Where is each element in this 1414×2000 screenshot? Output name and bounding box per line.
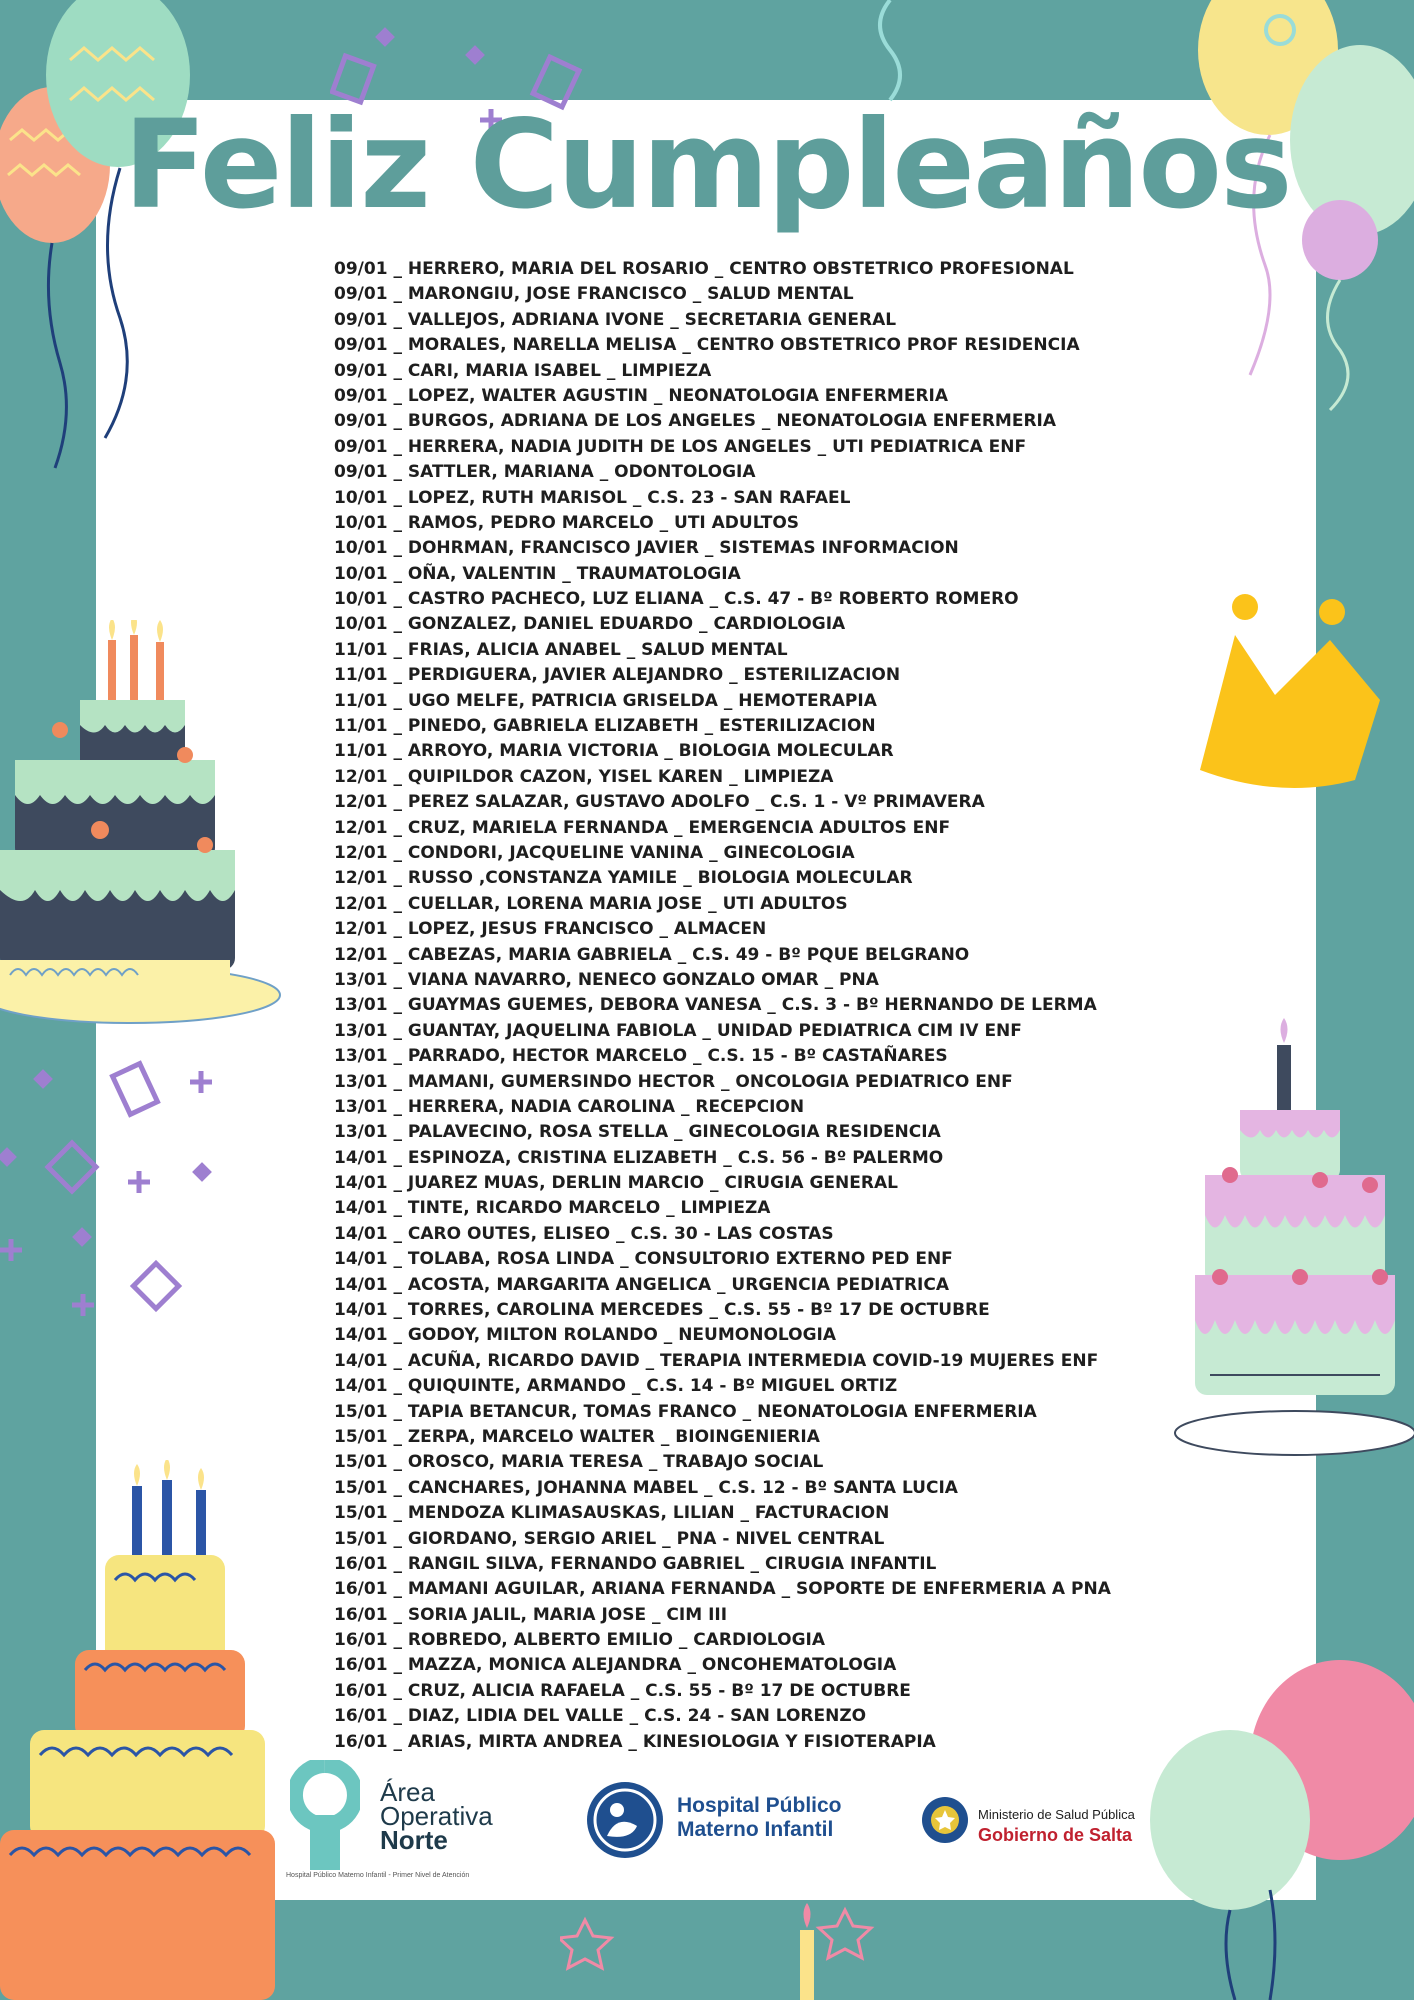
birthday-entry: 11/01 _ PINEDO, GABRIELA ELIZABETH _ ESTERILIZACION [334,716,876,737]
hospital-line-1: Hospital Público [677,1794,842,1817]
birthday-entry: 14/01 _ TINTE, RICARDO MARCELO _ LIMPIEZA [334,1198,771,1219]
birthday-entry: 15/01 _ OROSCO, MARIA TERESA _ TRABAJO SOCIAL [334,1452,824,1473]
birthday-entry: 11/01 _ ARROYO, MARIA VICTORIA _ BIOLOGIA MOLECULAR [334,741,894,762]
birthday-entry: 12/01 _ LOPEZ, JESUS FRANCISCO _ ALMACEN [334,919,767,940]
birthday-entry: 09/01 _ MARONGIU, JOSE FRANCISCO _ SALUD MENTAL [334,284,854,305]
birthday-entry: 15/01 _ MENDOZA KLIMASAUSKAS, LILIAN _ FACTURACION [334,1503,890,1524]
birthday-entry: 14/01 _ ACUÑA, RICARDO DAVID _ TERAPIA INTERMEDIA COVID-19 MUJERES ENF [334,1350,1099,1371]
birthday-entry: 10/01 _ LOPEZ, RUTH MARISOL _ C.S. 23 - SAN RAFAEL [334,487,851,508]
birthday-entry: 10/01 _ OÑA, VALENTIN _ TRAUMATOLOGIA [334,563,741,584]
cake-bottom-left-icon [0,1460,300,2000]
birthday-entry: 09/01 _ MORALES, NARELLA MELISA _ CENTRO OBSTETRICO PROF RESIDENCIA [334,335,1080,356]
birthday-entry: 10/01 _ GONZALEZ, DANIEL EDUARDO _ CARDIOLOGIA [334,614,846,635]
birthday-list [334,257,1194,1755]
area-operativa-norte-text [380,1777,493,1855]
birthday-entry: 12/01 _ QUIPILDOR CAZON, YISEL KAREN _ LIMPIEZA [334,766,834,787]
hospital-emblem-icon [585,1780,665,1860]
birthday-entry: 14/01 _ JUAREZ MUAS, DERLIN MARCIO _ CIRUGIA GENERAL [334,1173,898,1194]
birthday-entry: 14/01 _ GODOY, MILTON ROLANDO _ NEUMONOLOGIA [334,1325,837,1346]
area-line-2: Operativa [380,1801,493,1831]
ministry-line-2: Gobierno de Salta [978,1825,1133,1845]
cake-right-icon [1170,1015,1414,1465]
birthday-entry: 13/01 _ VIANA NAVARRO, NENECO GONZALO OMAR _ PNA [334,969,879,990]
birthday-entry: 12/01 _ CUELLAR, LORENA MARIA JOSE _ UTI ADULTOS [334,893,848,914]
birthday-entry: 16/01 _ ROBREDO, ALBERTO EMILIO _ CARDIOLOGIA [334,1630,826,1651]
birthday-entry: 15/01 _ ZERPA, MARCELO WALTER _ BIOINGENIERIA [334,1426,820,1447]
birthday-entry: 13/01 _ GUAYMAS GUEMES, DEBORA VANESA _ C.S. 3 - Bº HERNANDO DE LERMA [334,995,1097,1016]
birthday-entry: 16/01 _ RANGIL SILVA, FERNANDO GABRIEL _ CIRUGIA INFANTIL [334,1553,937,1574]
hospital-line-2: Materno Infantil [677,1818,834,1841]
birthday-entry: 11/01 _ FRIAS, ALICIA ANABEL _ SALUD MENTAL [334,639,788,660]
crown-icon [1180,580,1400,820]
ministry-line-1: Ministerio de Salud Pública [978,1807,1135,1822]
birthday-entry: 12/01 _ RUSSO ,CONSTANZA YAMILE _ BIOLOGIA MOLECULAR [334,868,913,889]
birthday-entry: 09/01 _ CARI, MARIA ISABEL _ LIMPIEZA [334,360,712,381]
birthday-entry: 09/01 _ LOPEZ, WALTER AGUSTIN _ NEONATOLOGIA ENFERMERIA [334,385,949,406]
birthday-entry: 09/01 _ BURGOS, ADRIANA DE LOS ANGELES _ NEONATOLOGIA ENFERMERIA [334,411,1057,432]
birthday-entry: 15/01 _ TAPIA BETANCUR, TOMAS FRANCO _ NEONATOLOGIA ENFERMERIA [334,1401,1037,1422]
birthday-entry: 14/01 _ ACOSTA, MARGARITA ANGELICA _ URGENCIA PEDIATRICA [334,1274,949,1295]
page-title: Feliz Cumpleaños [123,94,1291,236]
birthday-entry: 12/01 _ CONDORI, JACQUELINE VANINA _ GINECOLOGIA [334,842,855,863]
birthday-entry: 11/01 _ PERDIGUERA, JAVIER ALEJANDRO _ ESTERILIZACION [334,665,901,686]
birthday-entry: 10/01 _ RAMOS, PEDRO MARCELO _ UTI ADULTOS [334,512,800,533]
birthday-entry: 15/01 _ CANCHARES, JOHANNA MABEL _ C.S. 12 - Bº SANTA LUCIA [334,1477,958,1498]
hospital-text [677,1794,842,1842]
birthday-entry: 12/01 _ CRUZ, MARIELA FERNANDA _ EMERGENCIA ADULTOS ENF [334,817,951,838]
birthday-entry: 14/01 _ ESPINOZA, CRISTINA ELIZABETH _ C.S. 56 - Bº PALERMO [334,1147,944,1168]
cake-left-icon [0,620,290,1040]
birthday-entry: 14/01 _ TOLABA, ROSA LINDA _ CONSULTORIO EXTERNO PED ENF [334,1249,953,1270]
birthday-entry: 16/01 _ CRUZ, ALICIA RAFAELA _ C.S. 55 - Bº 17 DE OCTUBRE [334,1680,911,1701]
birthday-entry: 10/01 _ CASTRO PACHECO, LUZ ELIANA _ C.S. 47 - Bº ROBERTO ROMERO [334,589,1019,610]
birthday-entry: 13/01 _ HERRERA, NADIA CAROLINA _ RECEPCION [334,1096,805,1117]
birthday-entry: 16/01 _ SORIA JALIL, MARIA JOSE _ CIM III [334,1604,728,1625]
birthday-entry: 09/01 _ HERRERA, NADIA JUDITH DE LOS ANGELES _ UTI PEDIATRICA ENF [334,436,1027,457]
logos-footer [280,1760,1180,1880]
birthday-entry: 15/01 _ GIORDANO, SERGIO ARIEL _ PNA - NIVEL CENTRAL [334,1528,885,1549]
birthday-entry: 13/01 _ PALAVECINO, ROSA STELLA _ GINECOLOGIA RESIDENCIA [334,1122,941,1143]
confetti-left-icon [0,1040,240,1340]
area-line-3: Norte [380,1825,448,1855]
bottom-confetti-icon [560,1890,940,2000]
area-operativa-norte-logo-icon [290,1760,360,1870]
birthday-entry: 16/01 _ MAZZA, MONICA ALEJANDRA _ ONCOHEMATOLOGIA [334,1655,897,1676]
birthday-entry: 14/01 _ TORRES, CAROLINA MERCEDES _ C.S. 55 - Bº 17 DE OCTUBRE [334,1300,990,1321]
birthday-entry: 13/01 _ MAMANI, GUMERSINDO HECTOR _ ONCOLOGIA PEDIATRICO ENF [334,1071,1013,1092]
birthday-entry: 09/01 _ VALLEJOS, ADRIANA IVONE _ SECRETARIA GENERAL [334,309,897,330]
birthday-entry: 13/01 _ PARRADO, HECTOR MARCELO _ C.S. 15 - Bº CASTAÑARES [334,1046,948,1067]
birthday-entry: 09/01 _ HERRERO, MARIA DEL ROSARIO _ CENTRO OBSTETRICO PROFESIONAL [334,259,1074,279]
birthday-entry: 14/01 _ QUIQUINTE, ARMANDO _ C.S. 14 - Bº MIGUEL ORTIZ [334,1376,898,1397]
birthday-entry: 12/01 _ CABEZAS, MARIA GABRIELA _ C.S. 49 - Bº PQUE BELGRANO [334,944,970,965]
area-line-1: Área [380,1777,435,1807]
birthday-entry: 11/01 _ UGO MELFE, PATRICIA GRISELDA _ HEMOTERAPIA [334,690,877,711]
birthday-entry: 16/01 _ ARIAS, MIRTA ANDREA _ KINESIOLOGIA Y FISIOTERAPIA [334,1731,936,1752]
birthday-entry: 16/01 _ DIAZ, LIDIA DEL VALLE _ C.S. 24 - SAN LORENZO [334,1706,867,1727]
birthday-entry: 09/01 _ SATTLER, MARIANA _ ODONTOLOGIA [334,462,756,483]
birthday-entry: 14/01 _ CARO OUTES, ELISEO _ C.S. 30 - LAS COSTAS [334,1223,834,1244]
birthday-entry: 16/01 _ MAMANI AGUILAR, ARIANA FERNANDA _ SOPORTE DE ENFERMERIA A PNA [334,1579,1111,1600]
birthday-entry: 13/01 _ GUANTAY, JAQUELINA FABIOLA _ UNIDAD PEDIATRICA CIM IV ENF [334,1020,1022,1041]
birthday-entry: 10/01 _ DOHRMAN, FRANCISCO JAVIER _ SISTEMAS INFORMACION [334,538,959,559]
ministry-text [978,1805,1135,1845]
salta-seal-icon [920,1790,970,1850]
area-caption: Hospital Público Materno Infantil - Primer Nivel de Atención [286,1872,470,1879]
birthday-entry: 12/01 _ PEREZ SALAZAR, GUSTAVO ADOLFO _ C.S. 1 - Vº PRIMAVERA [334,792,985,813]
